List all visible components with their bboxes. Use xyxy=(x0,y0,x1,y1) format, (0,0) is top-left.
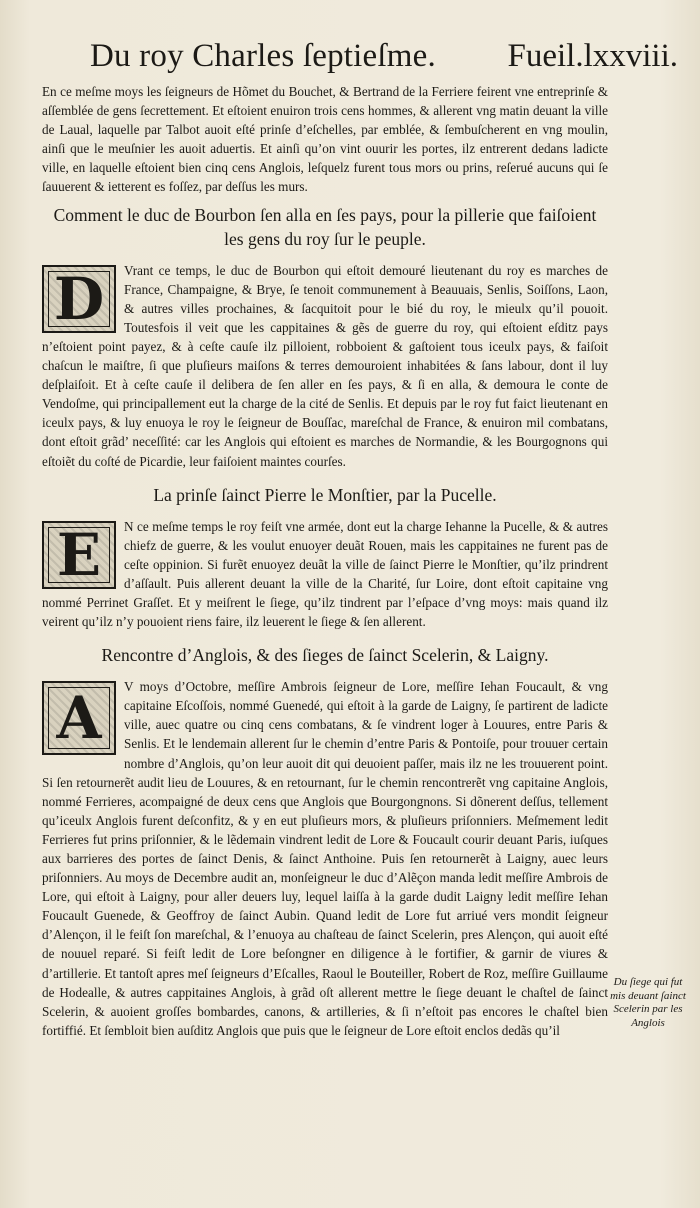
paragraph-bourbon: Vrant ce temps, le duc de Bourbon qui eſtoit demouré lieutenant du roy es marches de France, Champaigne, & Brye, ſe tenoit communement à Beauuais, Senlis, Soiſſons, Laon, & autres villes prochaines, & ſacquitoit pour le bié du roy, le mieulx qu’il pouoit. Toutesfois il veit que les cappitaines & gẽs de guerre du roy, qui eſtoient eſditz pays n’eſtoient point payez, & à ceſte cauſe ilz pilloient, robboient & gaſtoient tous iceulx pays, & faiſoit chaſcun le maiſtre, ſi que pluſieurs maiſons & terres demouroient inhabitées & ſans labour, dont il luy deſplaiſoit. Et à ceſte cauſe il delibera de ſen aller en ſes pays, & ſi en alla, & demoura le conte de Vendoſme, qui principallement eut la charge de la cité de Senlis. Et depuis par le roy fut faict lieutenant en iceulx pays, & luy enuoya le roy le ſeigneur de Bouſſac, mareſchal de France, & enuiron mil combatans, dont eſtoit grãd’ neceſſité: car les Anglois qui eſtoient es marches de Normandie, & les Bourgognons qui eſtoiẽt du coſté de Picardie, leur faiſoient maintes courſes. xyxy=(42,262,608,469)
paragraph-rencontre: V moys d’Octobre, meſſire Ambrois ſeigneur de Lore, meſſire Iehan Foucault, & vng capitaine Eſcoſſois, nommé Guenedé, qui eſtoit à la garde de Laigny, ſe partirent de ladicte ville, auec quatre ou cinq cens combatans, & ſe vindrent loger à Louures, entre Paris & Senlis. Et le lendemain allerent ſur le chemin d’entre Paris & Pontoiſe, pour trouuer certain nombre d’Anglois, qu’on leur auoit dit qui deuoient paſſer, mais ilz ne les trouuerent point. Si ſen retournerẽt audit lieu de Louures, & en retournant, ſur le chemin rencontrerẽt vng capitaine Anglois, nommé Ferrieres, acompaigné de deux cens que Anglois que Bourgongnons. Si dõnerent deſſus, tellement qu’iceulx Anglois furent deſconfitz, & y en eut pluſieurs mors, & pluſieurs priſonniers. Meſmement ledit Ferrieres fut prins priſonnier, & le lẽdemain vindrent ledit de Lore & Foucault courir deuant Paris, iuſques aux barrieres des portes de ſainct Denis, & ſainct Anthoine. Puis ſen retournerẽt à Laigny, auec leurs priſonniers. Au moys de Decembre audit an, monſeigneur le duc d’Alẽçon manda ledit meſſire Ambrois de Lore, qui eſtoit à Laigny, pour aller deuers luy, lequel laiſſa à la garde dudit Laigny ledit meſſire Iehan Foucault Guenede, & Geoffroy de ſainct Aubin. Quand ledit de Lore fut arriué vers mondit ſeigneur d’Alençon, il le feiſt ſon mareſchal, & l’enuoya au chaſteau de ſainct Scelerin, pres Alençon, qui auoit eſté de nouuel reparé. Si feiſt ledit de Lore beſongner en diligence à le fortifier, & garnir de viures & d’artillerie. Et tantoſt apres meſ ſeigneurs d’Eſcalles, Raoul le Bouteiller, Robert de Roz, meſſire Guillaume de Hodealle, & autres cappitaines Anglois, à grãd oſt allerent mettre le ſiege deuant le chaſtel de ſainct Scelerin, & auoient groſſes bombardes, canons, & artilleries, & ſi n’eſtoit pas encores le chaſtel bien fortiffié. Et ſembloit bien auſditz Anglois que puis que le ſeigneur de Lore eſtoit enclos dedãs qu’il xyxy=(42,679,608,1038)
paragraph-pucelle: N ce meſme temps le roy feiſt vne armée, dont eut la charge Iehanne la Pucelle, & & autres chiefz de guerre, & les voulut enuoyer deuãt Rouen, mais les cappitaines ne furent pas de ceſte oppinion. Si furẽt enuoyez deuãt la ville de ſainct Pierre le Monſtier, qu’ilz prindrent d’aſſault. Puis allerent deuant la ville de la Charité, ſur Loire, dont eſtoit capitaine vng nommé Perrinet Graſſet. Et y meiſrent le ſiege, qu’ilz tindrent par l’eſpace d’vng moys: mais quand ilz veirent qu’ilz n’y pouoient riens faire, ilz leuerent le ſiege & ſen allerent. xyxy=(42,518,608,630)
text-block xyxy=(42,82,608,1040)
initial-letter: A xyxy=(56,684,102,753)
initial-letter: E xyxy=(56,520,102,589)
folio-number: Fueil.lxxviii. xyxy=(507,38,678,74)
initial-letter: D xyxy=(53,264,105,333)
section-rencontre xyxy=(42,677,608,1040)
decorated-initial-e xyxy=(42,521,116,589)
section-bourbon xyxy=(42,261,608,471)
decorated-initial-d xyxy=(42,265,116,333)
running-title: Du roy Charles ſeptieſme. xyxy=(90,38,436,74)
margin-note: Du ſiege qui fut mis deuant ſainct Scelerin par les Anglois xyxy=(610,976,686,1029)
running-header xyxy=(48,38,678,78)
decorated-initial-a xyxy=(42,681,116,755)
chapter-heading-rencontre: Rencontre d’Anglois, & des ſieges de ſainct Scelerin, & Laigny. xyxy=(101,645,549,666)
section-pucelle xyxy=(42,517,608,632)
chapter-heading-pucelle: La prinſe ſainct Pierre le Monſtier, par la Pucelle. xyxy=(153,484,497,505)
chapter-heading-bourbon: Comment le duc de Bourbon ſen alla en ſes pays, pour la pillerie que faiſoient les gens du roy ſur le peuple. xyxy=(53,204,597,249)
paragraph-laval: En ce meſme moys les ſeigneurs de Hõmet du Bouchet, & Bertrand de la Ferriere feirent vne entreprinſe & aſſemblée de gens ſecrettement. Et eſtoient enuiron trois cens hommes, & allerent vng matin deuant la ville de Laual, laquelle par Talbot auoit eſté prinſe d’eſchelles, par emblée, & ſembuſcherent en vng moulin, ainſi que le meuſnier les auoit aduertis. Et ainſi qu’on vint ouurir les portes, ilz entrerent dedans ladicte ville, en laquelle eſtoient bien cinq cens Anglois, leſquelz furent tous mors ou prins, reſerué aucuns qui ſe ſauuerent & ietterent es foſſez, par deſſus les murs. xyxy=(42,84,608,195)
